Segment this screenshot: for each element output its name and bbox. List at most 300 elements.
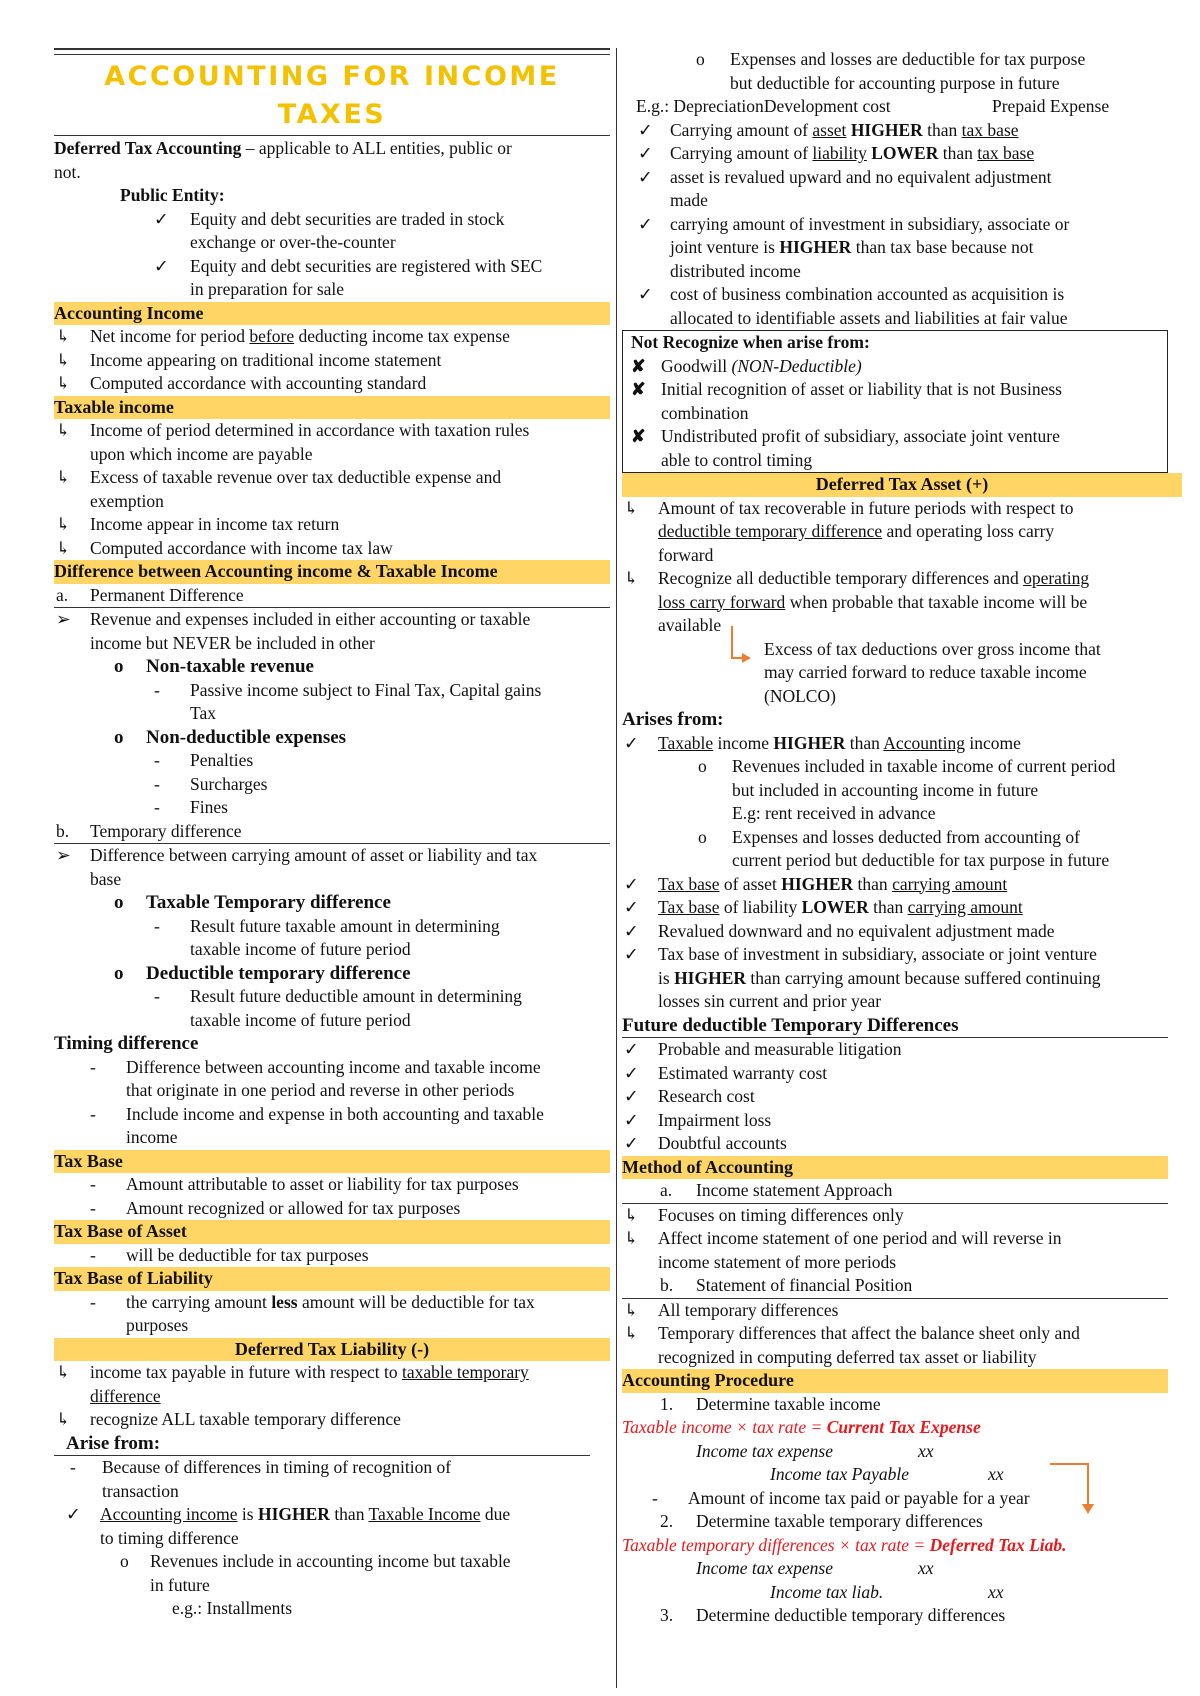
underlined-text: loss carry forward (658, 591, 786, 612)
item-text: Expenses and losses are deductible for tax purpose (730, 49, 1086, 69)
list-item (54, 1244, 610, 1268)
hook-arrow-icon: ↳ (56, 420, 71, 440)
circle-bullet-icon: o (114, 962, 124, 984)
nolco-note (622, 638, 1182, 709)
list-item (622, 119, 1182, 143)
sub-heading-text: Non-taxable revenue (146, 656, 314, 677)
list-item-cont: combination (661, 402, 749, 423)
list-item (622, 166, 1182, 190)
step-item (622, 1510, 1182, 1534)
section-heading-tax-base: Tax Base (54, 1150, 610, 1174)
journal-account: Income tax Payable (770, 1464, 909, 1484)
underlined-text: Accounting income (100, 1504, 238, 1524)
arrowhead-icon: ➢ (56, 609, 71, 629)
journal-account: Income tax expense (696, 1558, 834, 1578)
page-title (54, 58, 610, 134)
list-item (622, 567, 1182, 591)
sub-heading (54, 655, 610, 679)
hook-arrow-icon: ↳ (56, 467, 71, 487)
item-text: Estimated warranty cost (658, 1062, 828, 1083)
item-text: is (237, 1504, 258, 1524)
sub-heading-text: Non-deductible expenses (146, 726, 347, 748)
page-title-line: TAXES (277, 99, 387, 130)
item-text: Tax base of investment in subsidiary, associate or joint venture (658, 944, 1097, 964)
check-icon: ✓ (638, 119, 653, 140)
item-text: Revalued downward and no equivalent adjustment made (658, 920, 1055, 941)
list-item-cont (622, 236, 1182, 260)
circle-bullet-icon: o (698, 826, 707, 847)
item-text: Temporary differences that affect the balance sheet only and (658, 1323, 1080, 1343)
list-item (622, 1132, 1182, 1156)
nolco-line: Excess of tax deductions over gross income that (764, 638, 1101, 659)
formula-result: Deferred Tax Liab. (929, 1534, 1067, 1555)
dash-bullet-icon: - (90, 1291, 96, 1312)
not-recognize-box (622, 330, 1168, 473)
nolco-line: may carried forward to reduce taxable income (764, 662, 1087, 682)
item-text: amount will be deductible for tax (297, 1291, 535, 1312)
list-item-cont: income (126, 1127, 178, 1147)
list-item (622, 1038, 1182, 1062)
item-text: Permanent Difference (90, 584, 244, 605)
section-heading-difference: Difference between Accounting income & Taxable Income (54, 560, 610, 584)
bold-text: HIGHER (846, 119, 923, 140)
list-item-cont (622, 591, 1182, 615)
list-item-cont: exemption (90, 490, 164, 511)
item-text: due (480, 1504, 511, 1524)
public-entity-heading: Public Entity: (120, 185, 225, 205)
bold-text: HIGHER (781, 873, 854, 894)
bold-text: LOWER (801, 897, 869, 917)
list-item (54, 255, 610, 279)
item-text: Initial recognition of asset or liability that is not Business (661, 379, 1062, 399)
journal-amount: xx (988, 1464, 1004, 1484)
item-text: than (938, 143, 978, 163)
list-item-cont: income statement of more periods (658, 1251, 897, 1272)
right-column (622, 48, 1182, 1628)
journal-credit (622, 1581, 1182, 1605)
item-text: deducting income tax expense (294, 326, 510, 346)
page-title-line: ACCOUNTING FOR INCOME (104, 61, 560, 92)
hook-arrow-icon: ↳ (56, 349, 71, 370)
formula-current-tax (622, 1416, 1182, 1440)
hook-arrow-icon: ↳ (56, 1409, 71, 1429)
list-item (54, 208, 610, 232)
item-text: Doubtful accounts (658, 1133, 787, 1153)
list-item (622, 1085, 1182, 1109)
item-text: of asset (719, 873, 782, 894)
item-text: joint venture is (670, 237, 780, 257)
list-item (54, 325, 610, 349)
check-icon: ✓ (624, 1039, 639, 1059)
check-icon: ✓ (638, 213, 653, 234)
item-text: cost of business combination accounted as acquisition is (670, 284, 1065, 304)
item-text: Surcharges (190, 773, 268, 794)
list-item (622, 283, 1182, 307)
list-marker: a. (660, 1180, 673, 1200)
item-text: Penalties (190, 750, 254, 770)
underlined-text: liability (812, 143, 867, 163)
list-item-cont: but included in accounting income in future (732, 779, 1039, 800)
item-text: Amount of tax recoverable in future periods with respect to (658, 497, 1074, 518)
circle-bullet-icon: o (114, 892, 124, 913)
item-text: Determine taxable temporary differences (696, 1511, 983, 1531)
term-desc: – applicable to ALL entities, public or (241, 138, 512, 158)
item-text: Income appearing on traditional income statement (90, 349, 442, 370)
list-item-cont: forward (658, 544, 714, 565)
check-icon: ✓ (638, 166, 653, 187)
item-text: and operating loss carry (882, 521, 1055, 541)
item-text: Revenue and expenses included in either accounting or taxable (90, 609, 531, 629)
bold-text: LOWER (866, 143, 939, 163)
item-text: Determine deductible temporary differences (696, 1605, 1006, 1625)
underlined-text: tax base (961, 119, 1019, 140)
list-item-cont: taxable income of future period (190, 939, 411, 959)
item-text: recognize ALL taxable temporary difference (90, 1409, 401, 1429)
hook-arrow-icon: ↳ (624, 1228, 639, 1248)
list-item (622, 1227, 1182, 1251)
deferred-tax-accounting-cont: not. (54, 161, 81, 182)
list-item-cont: in future (150, 1574, 210, 1595)
dash-bullet-icon: - (90, 1056, 96, 1077)
hook-arrow-icon: ↳ (624, 1323, 639, 1343)
circle-bullet-icon: o (120, 1551, 129, 1571)
list-item-cont: current period but deductible for tax purpose in future (732, 850, 1110, 870)
left-column (54, 48, 610, 1621)
item-text: Net income for period (90, 326, 250, 346)
list-item (54, 1197, 610, 1221)
item-text: Revenues include in accounting income but taxable (150, 1551, 511, 1571)
hook-arrow-icon: ↳ (624, 497, 639, 518)
list-item-permanent (54, 584, 610, 609)
section-heading-accounting-income: Accounting Income (54, 302, 610, 326)
item-text: is (658, 967, 675, 988)
circle-bullet-icon: o (698, 756, 707, 776)
list-item (54, 608, 610, 632)
item-text: Research cost (658, 1086, 755, 1106)
item-text: Carrying amount of (670, 143, 813, 163)
hook-arrow-icon: ↳ (56, 1362, 71, 1382)
list-item-cont: exchange or over-the-counter (190, 232, 396, 252)
list-item (622, 1299, 1182, 1323)
dash-bullet-icon: - (154, 679, 160, 700)
formula-text: Taxable temporary differences × tax rate = (622, 1534, 930, 1555)
underlined-text: tax base (977, 143, 1035, 163)
list-item (54, 466, 610, 490)
item-text: Amount recognized or allowed for tax purposes (126, 1197, 461, 1218)
formula-deferred-tax (622, 1534, 1182, 1558)
list-item (622, 732, 1182, 756)
italic-text: (NON-Deductible) (731, 355, 862, 376)
dash-bullet-icon: - (90, 1244, 96, 1265)
section-heading-procedure: Accounting Procedure (622, 1369, 1168, 1393)
list-item-cont: upon which income are payable (90, 443, 313, 464)
check-icon: ✓ (154, 208, 169, 229)
list-item-cont (54, 1385, 610, 1409)
underlined-text: Tax base (658, 873, 720, 894)
journal-credit (622, 1463, 1182, 1487)
item-text: income (964, 732, 1021, 753)
list-marker: b. (660, 1275, 674, 1295)
circle-bullet-icon: o (696, 49, 705, 69)
item-text: Difference between carrying amount of asset or liability and tax (90, 845, 538, 865)
underlined-text: Tax base (658, 897, 720, 917)
list-item-cont (622, 967, 1182, 991)
list-item (54, 773, 610, 797)
item-text: Undistributed profit of subsidiary, associate joint venture (661, 426, 1060, 446)
list-item-cont: taxable income of future period (190, 1009, 411, 1030)
section-heading-method: Method of Accounting (622, 1156, 1168, 1180)
list-item (54, 985, 610, 1009)
item-text: than (845, 732, 884, 753)
list-item (54, 513, 610, 537)
item-text: Income appear in income tax return (90, 514, 340, 534)
list-item-cont: income but NEVER be included in other (90, 632, 375, 653)
journal-amount: xx (918, 1558, 934, 1578)
underlined-text: Taxable (658, 732, 714, 753)
item-text: Statement of financial Position (696, 1275, 913, 1295)
list-item-cont: in preparation for sale (190, 279, 345, 299)
underlined-text: carrying amount (907, 897, 1023, 917)
cross-icon: ✘ (631, 379, 646, 399)
list-item-financial-position (622, 1274, 1168, 1299)
underlined-text: asset (812, 119, 847, 140)
list-item-cont: base (90, 868, 122, 889)
formula-result: Current Tax Expense (826, 1417, 981, 1437)
hook-arrow-icon: ↳ (56, 373, 71, 393)
journal-amount: xx (918, 1440, 934, 1461)
nolco-line: (NOLCO) (764, 685, 836, 706)
list-item-income-statement (622, 1179, 1168, 1204)
list-marker: b. (56, 820, 70, 841)
sub-heading (54, 962, 610, 986)
item-text: Difference between accounting income and taxable income (126, 1056, 541, 1077)
list-item (622, 920, 1182, 944)
journal-debit (622, 1557, 1182, 1581)
list-item (622, 896, 1182, 920)
item-text: Goodwill (661, 355, 732, 376)
check-icon: ✓ (154, 255, 169, 276)
item-text: Probable and measurable litigation (658, 1039, 902, 1059)
item-text: Result future deductible amount in determining (190, 986, 522, 1006)
list-item (54, 537, 610, 561)
item-text: Because of differences in timing of recognition of (102, 1457, 452, 1477)
check-icon: ✓ (624, 1086, 639, 1106)
check-icon: ✓ (624, 920, 639, 941)
item-text: Equity and debt securities are traded in stock (190, 208, 505, 229)
example-text: E.g: rent received in advance (732, 803, 936, 823)
item-text: than (868, 897, 908, 917)
list-item (622, 1204, 1182, 1228)
list-item (622, 1109, 1182, 1133)
check-icon: ✓ (624, 944, 639, 964)
formula-text: Taxable income × tax rate = (622, 1417, 827, 1437)
example-text: Prepaid Expense (992, 96, 1110, 116)
arrowhead-icon: ➢ (56, 845, 71, 865)
example-text: Development cost (763, 96, 891, 116)
item-text: Passive income subject to Final Tax, Capital gains (190, 679, 542, 700)
dash-bullet-icon: - (652, 1487, 658, 1508)
list-item (54, 915, 610, 939)
arises-from-heading: Arises from: (622, 709, 724, 730)
item-text: Affect income statement of one period and will reverse in (658, 1228, 1062, 1248)
list-marker: a. (56, 584, 69, 605)
item-text: Revenues included in taxable income of current period (732, 756, 1116, 776)
list-item (54, 1456, 610, 1480)
item-text: Computed accordance with accounting standard (90, 373, 427, 393)
step-item (622, 1393, 1182, 1417)
section-heading-taxable-income: Taxable income (54, 396, 610, 420)
list-item (54, 796, 610, 820)
bold-text: HIGHER (674, 967, 747, 988)
list-item (54, 1503, 610, 1527)
sub-heading (54, 891, 610, 915)
list-item-temporary (54, 820, 610, 845)
bold-text: HIGHER (773, 732, 846, 753)
underlined-text: Accounting (883, 732, 965, 753)
list-item (622, 48, 1182, 72)
example-row (622, 95, 1182, 119)
circle-bullet-icon: o (114, 656, 124, 677)
underlined-text: operating (1023, 568, 1090, 588)
section-heading-dta: Deferred Tax Asset (+) (622, 473, 1182, 497)
item-text: carrying amount of investment in subsidiary, associate or (670, 213, 1070, 234)
check-icon: ✓ (624, 1133, 639, 1153)
dash-bullet-icon: - (154, 915, 160, 936)
item-text: Expenses and losses deducted from accounting of (732, 826, 1080, 847)
list-item (54, 1361, 610, 1385)
item-text: when probable that taxable income will be (785, 591, 1088, 612)
bold-text: HIGHER (257, 1504, 330, 1524)
list-item (54, 1291, 610, 1315)
list-item (54, 844, 610, 868)
check-icon: ✓ (624, 873, 639, 894)
list-item-cont: transaction (102, 1480, 179, 1501)
item-text: than tax base because not (851, 237, 1034, 257)
circle-bullet-icon: o (114, 726, 124, 748)
underlined-text: Taxable Income (368, 1504, 481, 1524)
bold-text: less (271, 1291, 298, 1312)
list-item (54, 679, 610, 703)
list-item (622, 755, 1182, 779)
sub-heading (54, 726, 610, 750)
item-text: Income of period determined in accordance with taxation rules (90, 420, 530, 440)
list-item (631, 378, 1167, 402)
cross-icon: ✘ (631, 426, 646, 446)
list-item (54, 1550, 610, 1574)
list-item (54, 1173, 610, 1197)
journal-debit (622, 1440, 1182, 1464)
dash-bullet-icon: - (154, 986, 160, 1006)
hook-arrow-icon: ↳ (56, 514, 71, 534)
list-item (622, 1062, 1182, 1086)
dash-bullet-icon: - (90, 1197, 96, 1218)
example-label: E.g.: Depreciation (636, 96, 764, 116)
journal-account: Income tax liab. (770, 1581, 884, 1602)
step-item (622, 1604, 1182, 1628)
list-marker: 3. (660, 1605, 674, 1625)
item-text: will be deductible for tax purposes (126, 1244, 369, 1265)
bold-text: HIGHER (779, 237, 852, 257)
item-text: Focuses on timing differences only (658, 1204, 904, 1225)
hook-arrow-icon: ↳ (56, 326, 71, 346)
item-text: than (922, 119, 962, 140)
item-text: Temporary difference (90, 820, 242, 841)
list-item-cont: available (658, 615, 722, 635)
sub-heading-text: Taxable Temporary difference (146, 892, 391, 913)
list-item (622, 1322, 1182, 1346)
arise-from-heading: Arise from: (54, 1432, 590, 1457)
item-text: the carrying amount (126, 1291, 272, 1312)
item-text: asset is revalued upward and no equivalent adjustment (670, 166, 1052, 187)
item-text: income tax payable in future with respect to (90, 1362, 402, 1382)
list-item-cont: but deductible for accounting purpose in future (730, 72, 1060, 93)
section-heading-tax-base-asset: Tax Base of Asset (54, 1220, 610, 1244)
item-text: Income statement Approach (696, 1180, 893, 1200)
future-deductible-heading: Future deductible Temporary Differences (622, 1014, 1168, 1039)
list-item-cont: purposes (126, 1315, 189, 1335)
item-text: Fines (190, 797, 228, 817)
list-item-cont: to timing difference (100, 1527, 239, 1548)
dash-bullet-icon: - (154, 750, 160, 770)
list-item (622, 213, 1182, 237)
item-text: of liability (719, 897, 802, 917)
list-marker: 2. (660, 1511, 674, 1531)
list-item (622, 873, 1182, 897)
list-item-cont: made (670, 190, 708, 210)
item-text: than carrying amount because suffered continuing (746, 967, 1101, 988)
item-text: Amount of income tax paid or payable for a year (688, 1487, 1030, 1508)
list-item (622, 142, 1182, 166)
underlined-text: difference (90, 1385, 161, 1406)
list-item (631, 355, 1167, 379)
check-icon: ✓ (638, 143, 653, 163)
list-item (54, 1408, 610, 1432)
sub-heading-text: Deductible temporary difference (146, 962, 411, 984)
item-text: Computed accordance with income tax law (90, 537, 393, 558)
list-item (631, 425, 1167, 449)
list-item (54, 349, 610, 373)
list-item-cont: losses sin current and prior year (658, 991, 882, 1011)
underlined-text: carrying amount (892, 873, 1008, 894)
list-item (54, 1056, 610, 1080)
check-icon: ✓ (66, 1504, 81, 1524)
check-icon: ✓ (624, 1109, 639, 1130)
hook-arrow-icon: ↳ (624, 1299, 639, 1320)
hook-arrow-icon: ↳ (56, 537, 71, 558)
item-text: Carrying amount of (670, 119, 813, 140)
dash-bullet-icon: - (90, 1174, 96, 1194)
list-marker: 1. (660, 1393, 674, 1414)
hook-arrow-icon: ↳ (624, 1204, 639, 1225)
list-item (622, 826, 1182, 850)
list-item (622, 1487, 1182, 1511)
term: Deferred Tax Accounting (54, 138, 242, 158)
dash-bullet-icon: - (154, 773, 160, 794)
example-text: e.g.: Installments (172, 1598, 293, 1618)
cross-icon: ✘ (631, 355, 646, 376)
column-divider (616, 48, 617, 1688)
dash-bullet-icon: - (154, 797, 160, 817)
title-rule (54, 48, 610, 55)
journal-amount: xx (988, 1581, 1004, 1602)
list-item-cont: that originate in one period and reverse in other periods (126, 1080, 515, 1100)
item-text: Determine taxable income (696, 1393, 881, 1414)
list-item-cont: able to control timing (661, 449, 813, 470)
list-item-cont: allocated to identifiable assets and liabilities at fair value (670, 307, 1068, 328)
list-item (54, 372, 610, 396)
timing-difference-heading: Timing difference (54, 1033, 199, 1054)
section-heading-tax-base-liability: Tax Base of Liability (54, 1267, 610, 1291)
